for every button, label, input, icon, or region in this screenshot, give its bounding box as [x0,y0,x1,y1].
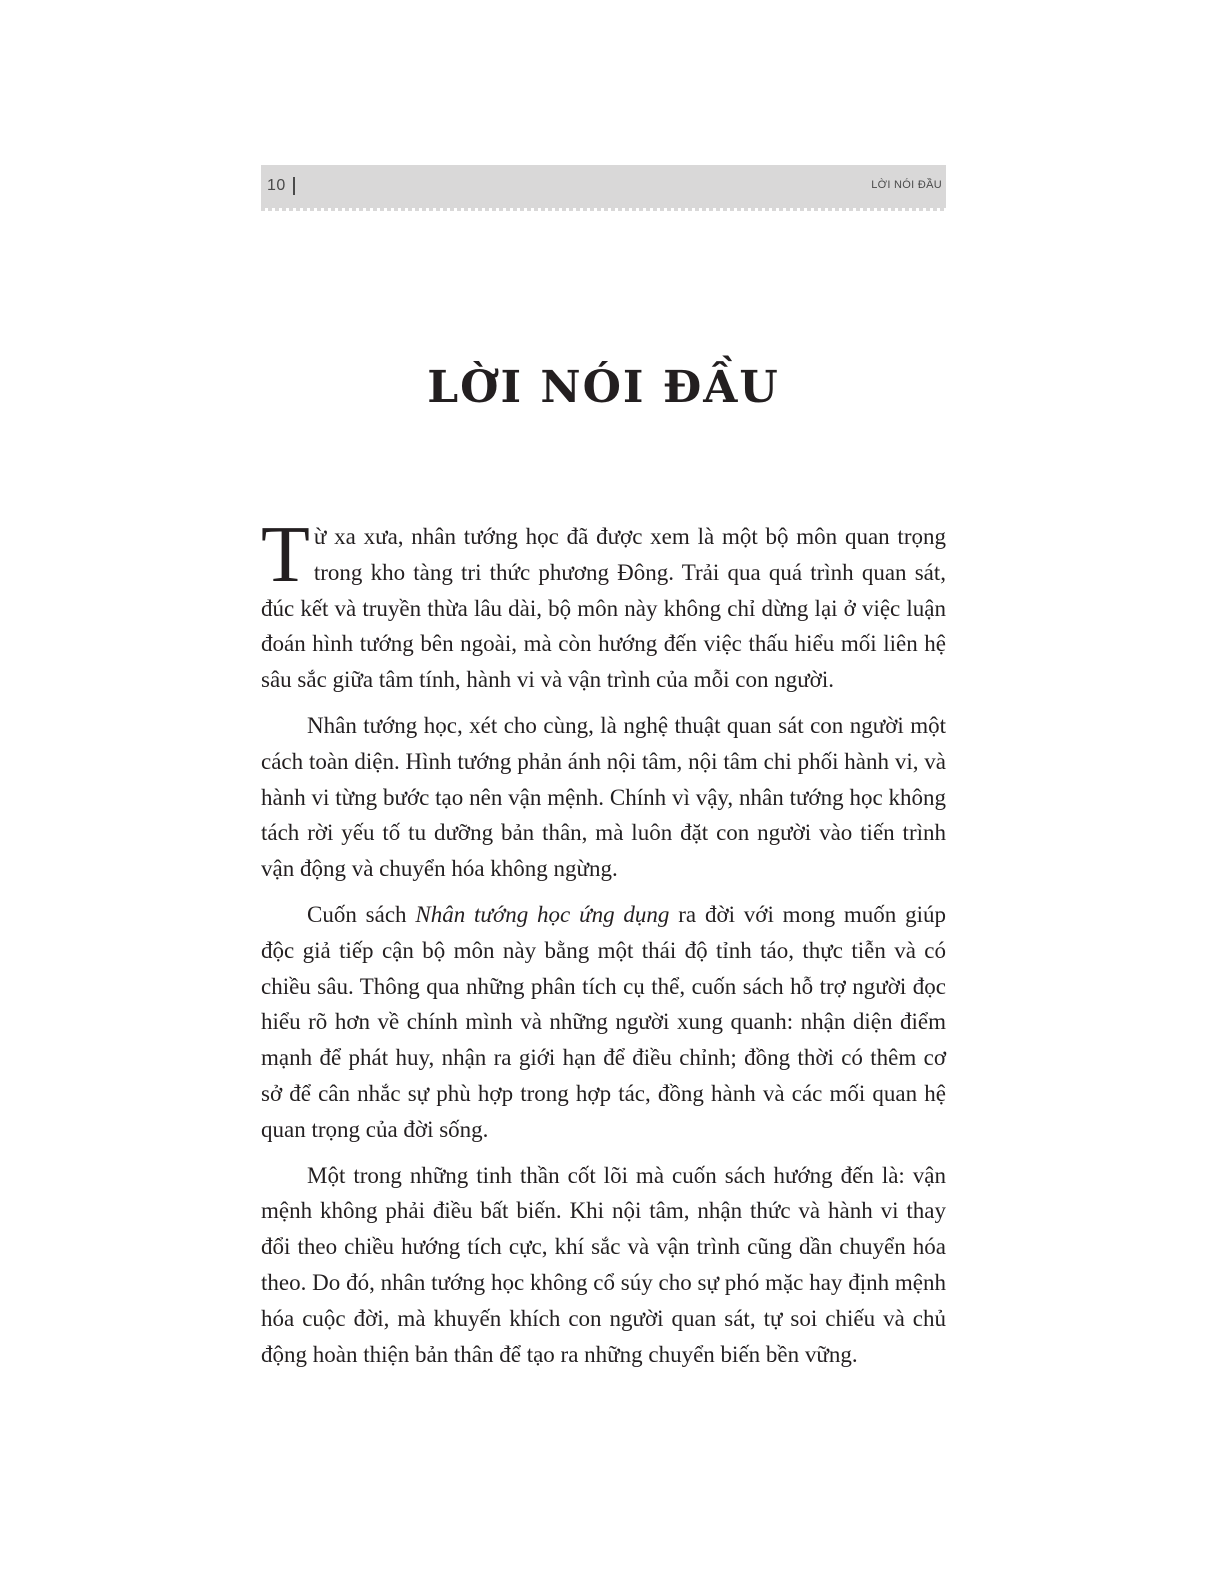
paragraph-2: Nhân tướng học, xét cho cùng, là nghệ thuật quan sát con người một cách toàn diện. Hình tướng phản ánh nội tâm, nội tâm chi phối hành vi, và hành vi từng bước tạo nên vận mệnh. Chính vì vậy, nhân tướng học không tách rời yếu tố tu dưỡng bản thân, mà luôn đặt con người vào tiến trình vận động và chuyển hóa không ngừng. [261,712,946,882]
running-header [261,165,946,208]
drop-cap: T [261,511,310,599]
paragraph-4: Một trong những tinh thần cốt lõi mà cuốn sách hướng đến là: vận mệnh không phải điều bất biến. Khi nội tâm, nhận thức và hành vi thay đổi theo chiều hướng tích cực, khí sắc và vận trình cũng dần chuyển hóa theo. Do đó, nhân tướng học không cổ súy cho sự phó mặc hay định mệnh hóa cuộc đời, mà khuyến khích con người quan sát, tự soi chiếu và chủ động hoàn thiện bản thân để tạo ra những chuyển biến bền vững. [261,1162,946,1367]
chapter-title: LỜI NÓI ĐẦU [427,362,780,413]
body-text [261,511,946,1382]
book-title: Nhân tướng học ứng dụng [415,901,670,927]
header-divider [293,177,295,195]
paragraph-3 [261,897,946,1148]
paragraph-1-text: ừ xa xưa, nhân tướng học đã được xem là một bộ môn quan trọng trong kho tàng tri thức phương Đông. Trải qua quá trình quan sát, đúc kết và truyền thừa lâu dài, bộ môn này không chỉ dừng lại ở việc luận đoán hình tướng bên ngoài, mà còn hướng đến việc thấu hiểu mối liên hệ sâu sắc giữa tâm tính, hành vi và vận trình của mỗi con người. [261,524,946,693]
paragraph-3-before: Cuốn sách [307,901,416,927]
paragraph-1 [261,511,946,698]
paragraph-3-after: ra đời với mong muốn giúp độc giả tiếp cận bộ môn này bằng một thái độ tỉnh táo, thực tiễn và có chiều sâu. Thông qua những phân tích cụ thể, cuốn sách hỗ trợ người đọc hiểu rõ hơn về chính mình và những người xung quanh: nhận diện điểm mạnh để phát huy, nhận ra giới hạn để điều chỉnh; đồng thời có thêm cơ sở để cân nhắc sự phù hợp trong hợp tác, đồng hành và các mối quan hệ quan trọng của đời sống. [261,901,946,1142]
page-number: 10 [267,177,286,194]
section-label: LỜI NÓI ĐẦU [871,179,942,191]
